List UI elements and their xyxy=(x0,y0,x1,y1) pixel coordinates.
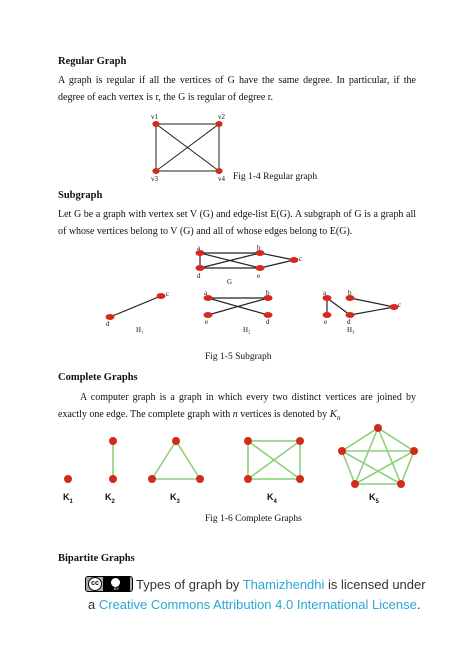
label-v3: v3 xyxy=(151,175,158,183)
h1-label-d: d xyxy=(106,320,110,328)
h3-label-d: d xyxy=(347,318,351,326)
vertex-v4 xyxy=(215,168,222,174)
h2-label-d: d xyxy=(266,318,270,326)
k3-label: $K_3$ xyxy=(170,492,180,505)
h2-graph-label: H₂ xyxy=(243,326,251,334)
k1-label: $K_1$ xyxy=(63,492,73,505)
complete-graph-k2 xyxy=(109,437,117,483)
regular-graph-paragraph: A graph is regular if all the vertices of G have the same degree. In particular, if the degree of each vertex is r, the G is regular of degree r. xyxy=(58,75,416,103)
complete-graph-k1 xyxy=(64,475,72,483)
vertex-v3 xyxy=(152,168,159,174)
by-text: BY xyxy=(113,586,120,591)
h2-label-b: b xyxy=(266,289,270,297)
by-icon-box xyxy=(103,577,130,591)
label-v2: v2 xyxy=(218,113,225,121)
complete-graphs-heading: Complete Graphs xyxy=(58,372,138,383)
subgraph-g-edges xyxy=(200,253,294,268)
label-v1: v1 xyxy=(151,113,158,121)
h2-label-a: a xyxy=(204,289,208,297)
regular-graph-figure xyxy=(156,124,219,171)
complete-graphs-paragraph: A computer graph is a graph in which every two distinct vertices are joined by exactly one edge. The complete graph with n vertices is denoted by $K_n$ xyxy=(58,392,416,422)
subgraph-heading: Subgraph xyxy=(58,190,103,201)
complete-graph-k3 xyxy=(148,437,204,483)
h3-label-e: e xyxy=(324,318,328,326)
k5-label: $K_5$ xyxy=(369,492,379,505)
license-line-2: a Creative Commons Attribution 4.0 International License. xyxy=(88,597,421,612)
h3-graph-label: H₃ xyxy=(347,326,355,334)
h1-label-c: c xyxy=(166,290,170,298)
complete-graph-k4 xyxy=(248,441,300,479)
g-label-c: c xyxy=(299,255,303,263)
license-line-1: Types of graph by Thamizhendhi is licensed under xyxy=(136,577,426,592)
author-link[interactable]: Thamizhendhi xyxy=(242,577,325,592)
h3-label-c: c xyxy=(398,301,402,309)
label-v4: v4 xyxy=(218,175,225,183)
license-link[interactable]: Creative Commons Attribution 4.0 International License xyxy=(98,597,417,612)
h2-label-e: e xyxy=(205,318,209,326)
g-label-d: d xyxy=(197,272,201,280)
vertex-v1 xyxy=(152,121,159,127)
k2-label: $K_2$ xyxy=(105,492,115,505)
k4-label: $K_4$ xyxy=(267,492,277,505)
g-graph-label: G xyxy=(227,278,233,286)
subgraph-h3 xyxy=(327,298,394,315)
h3-label-b: b xyxy=(348,289,352,297)
subgraph-h2 xyxy=(208,298,268,315)
g-label-b: b xyxy=(257,244,261,252)
subgraph-h1 xyxy=(106,293,166,320)
vertex-v2 xyxy=(215,121,222,127)
bipartite-heading: Bipartite Graphs xyxy=(58,553,135,564)
h3-label-a: a xyxy=(323,289,327,297)
regular-graph-heading: Regular Graph xyxy=(58,56,127,67)
complete-graph-k5 xyxy=(342,428,414,484)
subgraph-caption: Fig 1-5 Subgraph xyxy=(205,352,272,362)
g-label-a: a xyxy=(197,244,201,252)
complete-graphs-caption: Fig 1-6 Complete Graphs xyxy=(205,514,302,524)
cc-icon: cc xyxy=(88,577,102,591)
cc-by-badge[interactable] xyxy=(85,576,133,592)
regular-graph-caption: Fig 1-4 Regular graph xyxy=(233,172,318,182)
subgraph-paragraph: Let G be a graph with vertex set V (G) and edge-list E(G). A subgraph of G is a graph all of whose vertices belong to V (G) and all of whose edges belong to E(G). xyxy=(58,209,416,237)
h1-graph-label: H₁ xyxy=(136,326,144,334)
g-label-e: e xyxy=(257,272,261,280)
